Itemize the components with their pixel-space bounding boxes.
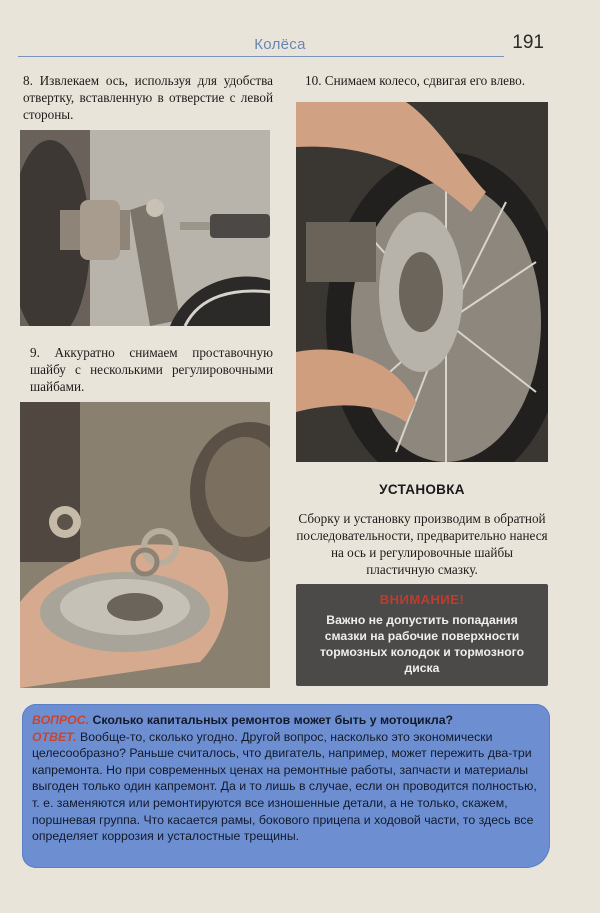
question-label: ВОПРОС. (32, 713, 90, 727)
answer-text: Вообще-то, сколько угодно. Другой вопрос, насколько это экономически целесообразно? Раньше считалось, что двигатель, например, может пережить два-три капремонта. Но при современных ценах на ремонтные работы, запчасти и материалы выгоден только один капремонт. Да и то лишь в случае, если он проводится полностью, т. е. заменяются или ремонтируются все изношенные детали, а не только, скажем, поршневая группа. Что касается рамы, бокового прицепа и ходовой части, то здесь все определяет коррозия и усталостные трещины. (32, 729, 537, 844)
header-rule (18, 56, 504, 57)
qa-content (32, 712, 544, 845)
step-10-caption: 10. Снимаем колесо, сдвигая его влево. (305, 73, 526, 88)
step-9-photo (20, 402, 270, 688)
answer-label: ОТВЕТ. (32, 729, 77, 744)
warning-text: Важно не допустить попадания смазки на рабочие поверхности тормозных колодок и тормозного диска (319, 613, 525, 675)
step-9-caption: 9. Аккуратно снимаем проставочную шайбу с несколькими регулировочными шайбами. (30, 345, 273, 394)
question-text: Сколько капитальных ремонтов может быть у мотоцикла? (92, 713, 454, 727)
installation-text: Сборку и установку производим в обратной последовательности, предварительно нанеся на ось и регулировочные шайбы пластичную смазку. (296, 511, 548, 577)
section-title: Колёса (254, 36, 306, 53)
step-8-photo (20, 130, 270, 326)
step-8-caption: 8. Извлекаем ось, используя для удобства отвертку, вставленную в отверстие с левой стороны. (23, 73, 273, 122)
page-number: 191 (512, 32, 544, 53)
qa-box (22, 704, 550, 868)
warning-box (296, 584, 548, 686)
step-10-photo (296, 102, 548, 462)
installation-heading: УСТАНОВКА (379, 482, 465, 497)
warning-title: ВНИМАНИЕ! (379, 592, 465, 607)
